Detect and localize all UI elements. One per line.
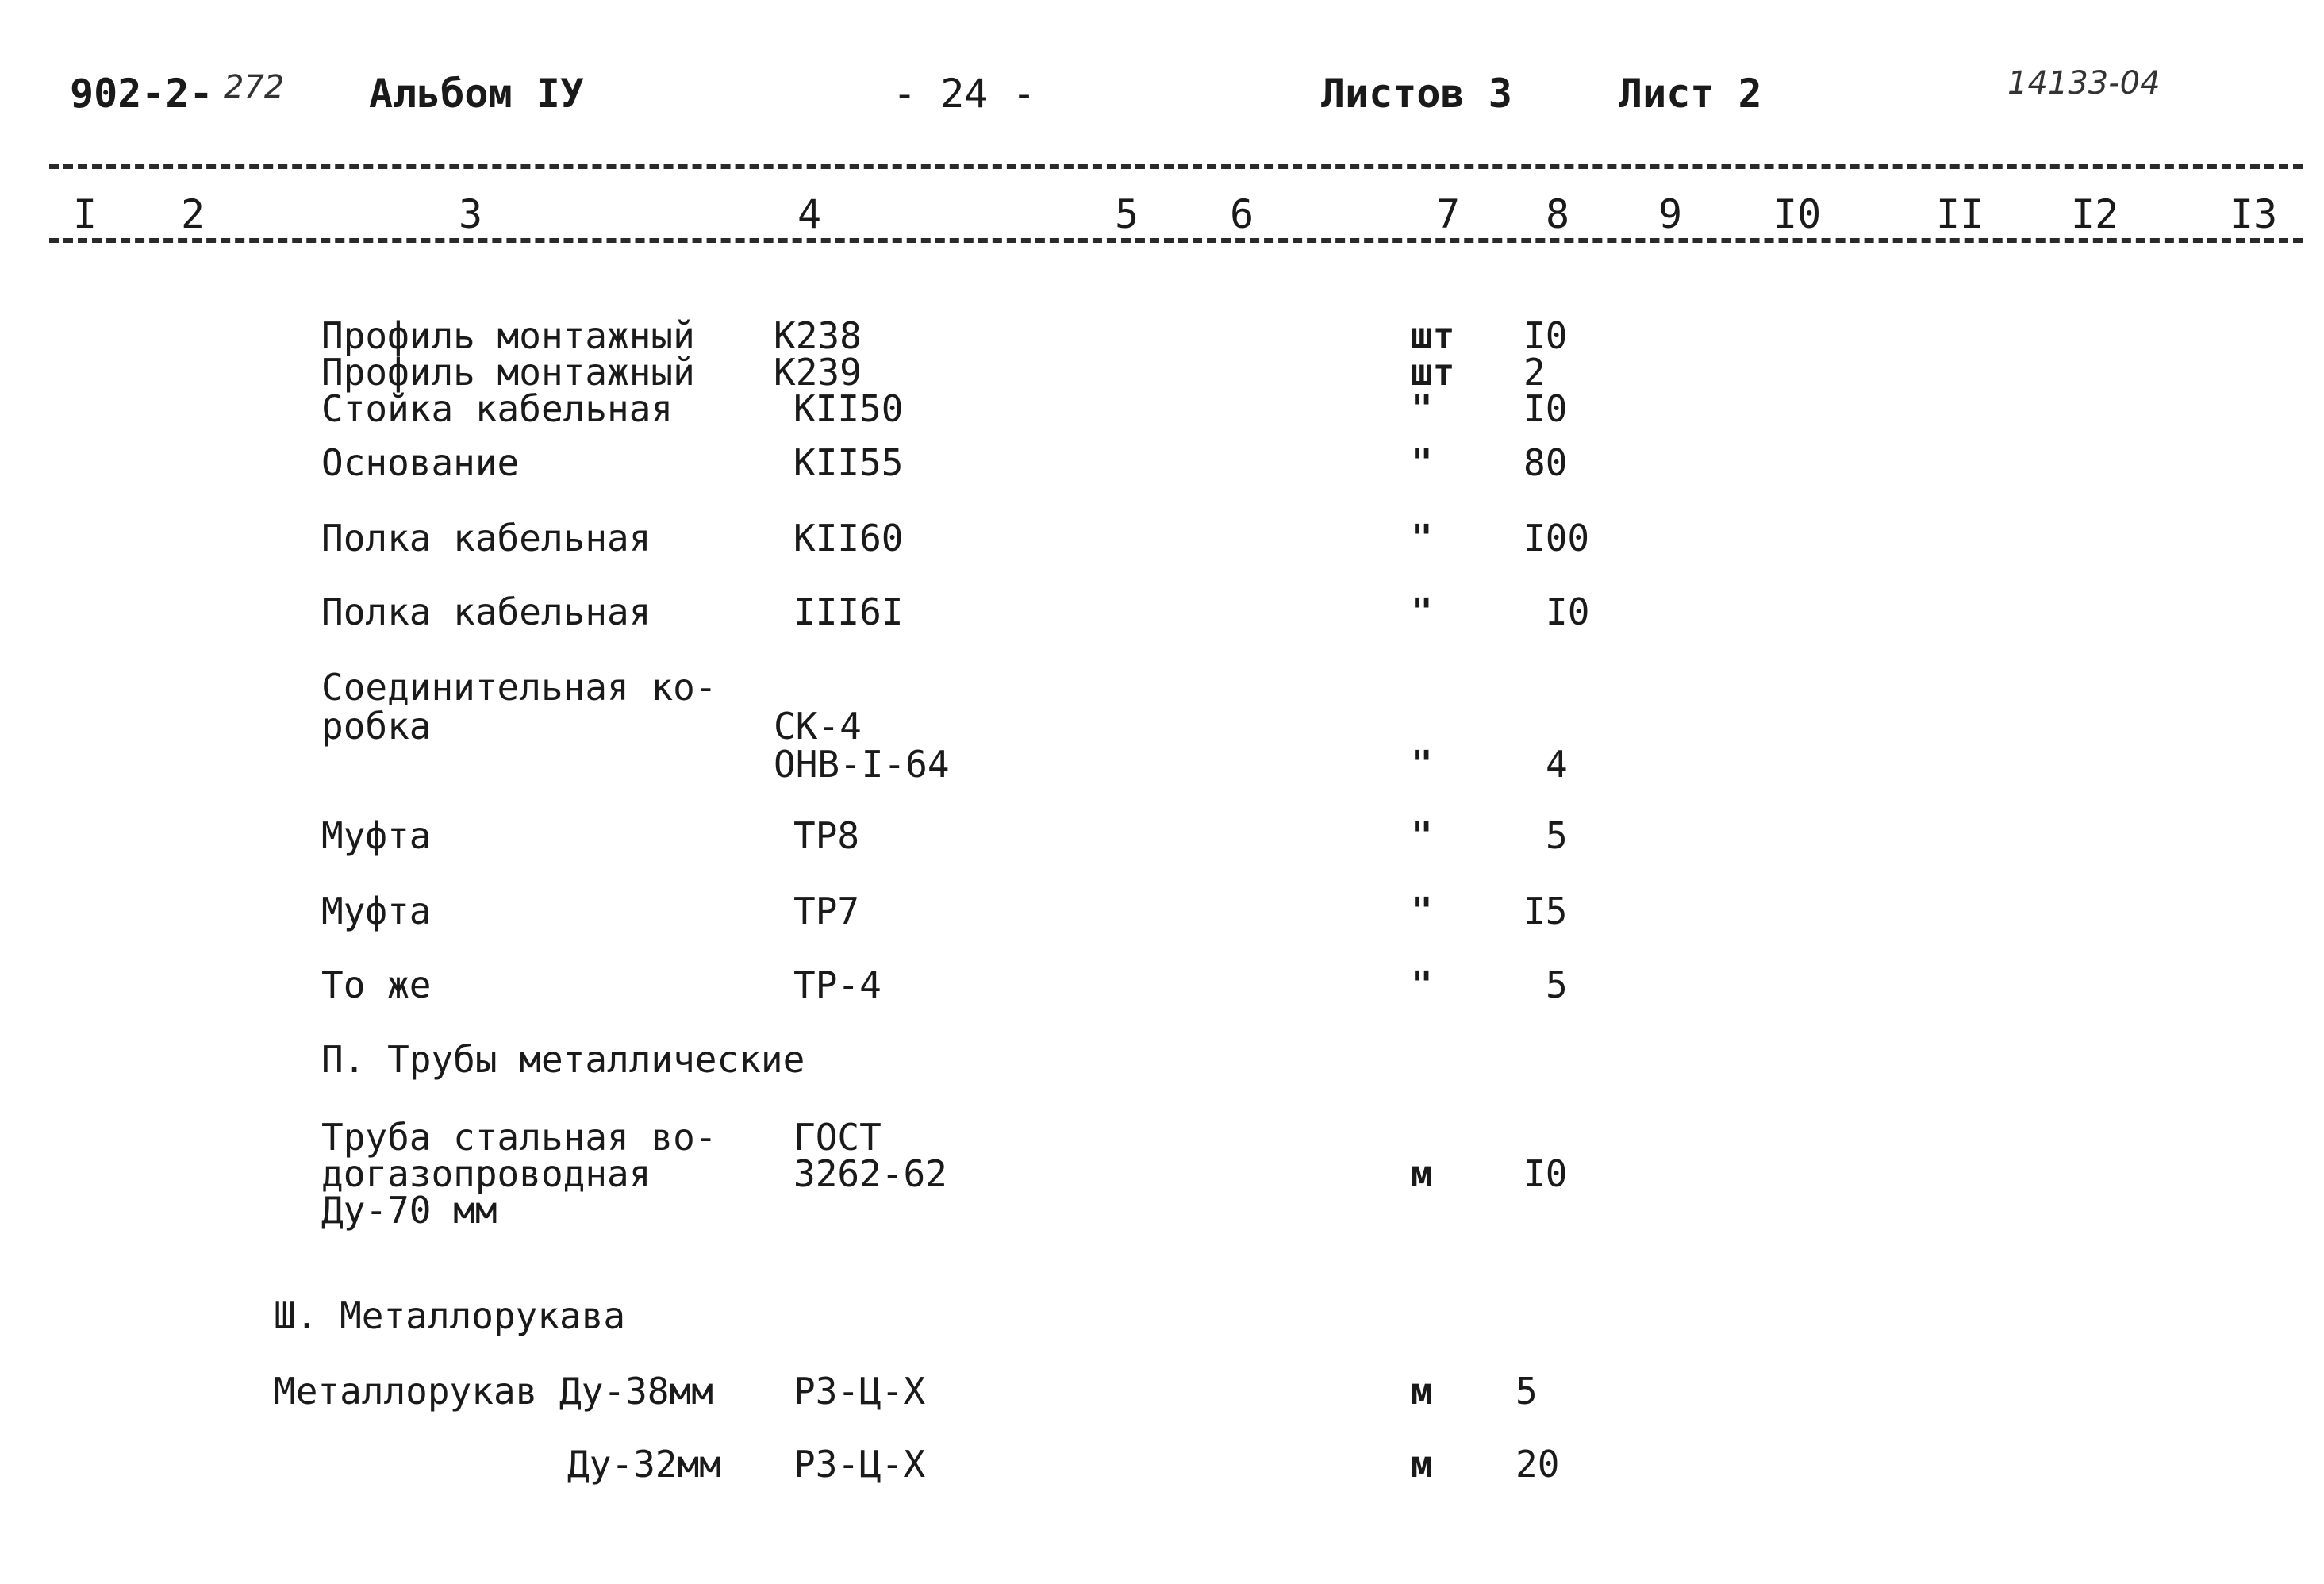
item-name: То же (321, 963, 432, 1006)
item-name: Ду-70 мм (321, 1189, 497, 1232)
item-mark: К239 (774, 351, 862, 394)
item-quantity: I00 (1523, 517, 1590, 559)
item-name: Металлорукав Ду-38мм (274, 1370, 713, 1413)
item-mark: КII55 (793, 441, 904, 484)
item-unit: м (1411, 1370, 1433, 1413)
item-name: Полка кабельная (321, 590, 651, 633)
item-unit: " (1411, 590, 1433, 633)
sheet-number: Лист 2 (1619, 71, 1762, 117)
item-mark: ГОСТ (793, 1116, 882, 1159)
item-quantity: I0 (1523, 314, 1568, 357)
column-number: 2 (181, 191, 206, 237)
item-unit: " (1411, 387, 1433, 430)
column-number: 9 (1658, 191, 1683, 237)
section-title: Ш. Металлорукава (274, 1294, 626, 1337)
item-mark: ТР-4 (793, 963, 882, 1006)
column-number: I2 (2071, 191, 2119, 237)
item-quantity: I0 (1523, 1152, 1568, 1195)
item-mark: КII60 (793, 517, 904, 559)
item-unit: " (1411, 743, 1433, 786)
item-mark: ТР7 (793, 890, 860, 932)
item-unit: " (1411, 814, 1433, 857)
item-quantity: 5 (1546, 814, 1568, 857)
item-quantity: 5 (1546, 963, 1568, 1006)
album-label: Альбом IУ (369, 71, 584, 117)
item-name: Муфта (321, 890, 432, 932)
doc-code: 902-2- (70, 71, 213, 117)
dashed-separator-top (49, 164, 2303, 169)
item-mark: III6I (793, 590, 904, 633)
item-name: Основание (321, 441, 520, 484)
item-name: Соединительная ко- (321, 666, 717, 709)
page-number: - 24 - (893, 71, 1036, 117)
item-unit: шт (1411, 314, 1455, 357)
column-number: 5 (1115, 191, 1139, 237)
dashed-separator-columns (49, 238, 2303, 243)
item-name: догазопроводная (321, 1152, 651, 1195)
column-number: 3 (459, 191, 483, 237)
item-mark: ТР8 (793, 814, 860, 857)
column-number: 8 (1546, 191, 1570, 237)
item-quantity: 4 (1546, 743, 1568, 786)
doc-code-handwritten: 272 (224, 69, 285, 106)
item-mark: КII50 (793, 387, 904, 430)
item-quantity: I0 (1546, 590, 1590, 633)
item-mark: РЗ-Ц-Х (793, 1443, 926, 1486)
item-name: Ду-32мм (567, 1443, 721, 1486)
item-name: Профиль монтажный (321, 314, 695, 357)
item-mark: ОНВ-I-64 (774, 743, 950, 786)
item-unit: м (1411, 1152, 1433, 1195)
column-number: 4 (797, 191, 822, 237)
item-quantity: I0 (1523, 387, 1568, 430)
archive-number-handwritten: 14133-04 (2007, 65, 2161, 102)
item-quantity: 2 (1523, 351, 1546, 394)
sheets-total: Листов 3 (1321, 71, 1512, 117)
item-name: Полка кабельная (321, 517, 651, 559)
item-unit: " (1411, 890, 1433, 932)
item-unit: " (1411, 517, 1433, 559)
item-mark: 3262-62 (793, 1152, 947, 1195)
column-number: I0 (1773, 191, 1822, 237)
item-mark: СК-4 (774, 705, 862, 748)
item-name: Стойка кабельная (321, 387, 674, 430)
column-number: I (73, 191, 98, 237)
section-title: П. Трубы металлические (321, 1038, 805, 1081)
item-name: робка (321, 705, 432, 748)
item-unit: " (1411, 963, 1433, 1006)
item-name: Труба стальная во- (321, 1116, 717, 1159)
column-number: 6 (1230, 191, 1254, 237)
item-name: Профиль монтажный (321, 351, 695, 394)
column-number: I3 (2230, 191, 2278, 237)
column-number: II (1936, 191, 1984, 237)
item-quantity: I5 (1523, 890, 1568, 932)
item-mark: К238 (774, 314, 862, 357)
item-quantity: 20 (1515, 1443, 1560, 1486)
item-unit: " (1411, 441, 1433, 484)
column-number: 7 (1436, 191, 1461, 237)
item-quantity: 5 (1515, 1370, 1538, 1413)
item-mark: РЗ-Ц-Х (793, 1370, 926, 1413)
item-name: Муфта (321, 814, 432, 857)
item-unit: шт (1411, 351, 1455, 394)
item-quantity: 80 (1523, 441, 1568, 484)
item-unit: м (1411, 1443, 1433, 1486)
